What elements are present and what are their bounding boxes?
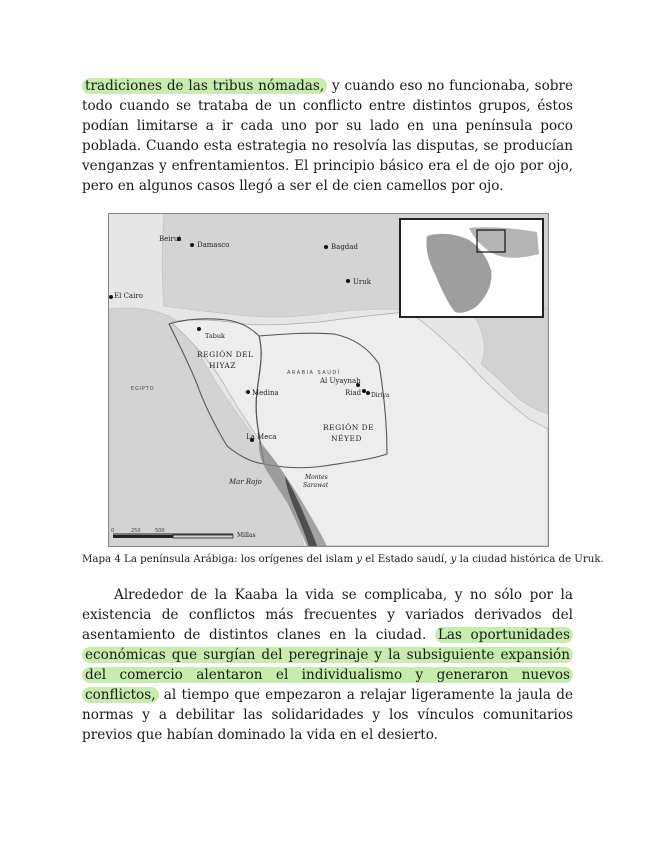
city-dot-damasco xyxy=(190,243,194,247)
city-label-riad: Riad xyxy=(345,389,362,397)
label-montes-1: Montes xyxy=(305,474,328,481)
region-label-hiyaz-1: REGIÓN DEL xyxy=(197,350,254,359)
city-dot-tabuk xyxy=(197,327,201,331)
city-label-beirut: Beirut xyxy=(159,235,182,243)
city-label-el-cairo: El Cairo xyxy=(114,292,143,300)
caption-part-1: Mapa 4 La península Arábiga: los orígenes del islam xyxy=(82,554,357,565)
region-label-hiyaz-2: HIYAZ xyxy=(209,361,236,370)
city-label-medina: Medina xyxy=(252,389,279,397)
scale-tick-250: 250 xyxy=(131,528,141,534)
caption-y-2: y xyxy=(450,554,457,565)
region-label-neyed-1: REGIÓN DE xyxy=(323,423,375,432)
city-label-bagdad: Bagdad xyxy=(331,243,358,251)
city-label-al-uyaynah: Al Uyaynah xyxy=(320,377,361,385)
map-figure xyxy=(108,213,549,547)
paragraph-1-text: y cuando eso no funcionaba, sobre todo cuando se trataba de un conflicto entre distintos grupos, éstos podían limitarse a ir cada uno por su lado en una península poco poblada. Cuando esta estrategia no resolvía las disputas, se producían venganzas y enfrentamientos. El principio básico era el de ojo por ojo, pero en algunos casos llegó a ser el de cien camellos por ojo. xyxy=(82,78,574,194)
city-dot-bagdad xyxy=(324,245,328,249)
label-mar-rojo: Mar Rojo xyxy=(229,478,262,486)
paragraph-2 xyxy=(82,585,573,745)
city-label-damasco: Damasco xyxy=(197,241,230,249)
scale-unit: Millas xyxy=(237,532,256,539)
map-svg xyxy=(109,214,548,546)
caption-part-3: la ciudad histórica de Uruk. xyxy=(456,554,604,565)
highlight-2: Las oportunidades económicas que surgían del peregrinaje y la subsiguiente expansión del comercio alentaron el individualismo y generaron nuevos conflictos, xyxy=(82,627,573,703)
region-label-arabia-saudi: ARABIA SAUDÍ xyxy=(287,370,341,376)
label-montes-2: Sarawat xyxy=(303,482,329,489)
caption-y-1: y xyxy=(356,554,363,565)
city-dot-riad xyxy=(362,389,366,393)
city-label-uruk: Uruk xyxy=(353,278,371,286)
highlight-1: tradiciones de las tribus nómadas, xyxy=(82,78,327,94)
city-label-tabuk: Tabuk xyxy=(205,332,225,340)
paragraph-2-before: Alrededor de la Kaaba la vida se complicaba, y no sólo por la existencia de conflictos más frecuentes y variados derivados del asentamiento de distintos clanes en la ciudad. xyxy=(82,587,573,643)
city-dot-diriya xyxy=(366,391,370,395)
region-label-neyed-2: NÉYED xyxy=(331,434,362,443)
city-label-diriya: Diriya xyxy=(371,392,390,399)
caption-part-2: el Estado saudí, xyxy=(362,554,451,565)
scale-tick-500: 500 xyxy=(155,528,165,534)
scale-tick-0: 0 xyxy=(111,528,115,534)
paragraph-1 xyxy=(82,76,573,196)
city-dot-medina xyxy=(246,390,250,394)
paragraph-2-after: al tiempo que empezaron a relajar ligeramente la jaula de normas y a debilitar las solidaridades y los vínculos comunitarios previos que habían dominado la vida en el desierto. xyxy=(82,687,573,743)
city-label-la-meca: La Meca xyxy=(246,433,277,441)
region-label-egipto: EGIPTO xyxy=(131,386,155,392)
city-dot-uruk xyxy=(346,279,350,283)
figure-caption xyxy=(82,553,604,567)
scale-bar-segment xyxy=(113,535,173,538)
city-dot-el-cairo xyxy=(109,295,113,299)
